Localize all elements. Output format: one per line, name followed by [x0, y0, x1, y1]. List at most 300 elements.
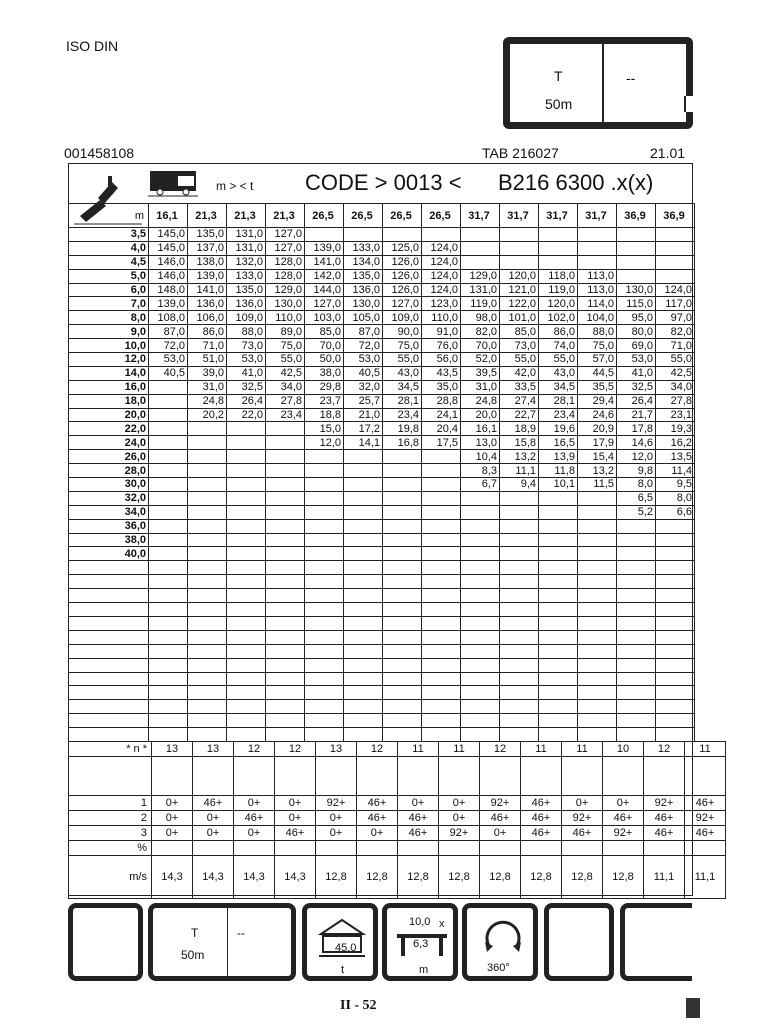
wind-speed-cell: 14,3: [275, 856, 316, 899]
radius-cell: 40,0: [69, 547, 149, 561]
table-row: [69, 380, 695, 394]
capacity-cell: 43,5: [422, 366, 461, 380]
capacity-cell: 42,5: [656, 366, 695, 380]
telescope-section-label: 1: [69, 796, 152, 811]
blank-row: [69, 658, 695, 672]
capacity-cell: 53,0: [149, 353, 188, 367]
falls-cell: 11: [562, 742, 603, 757]
blank-cell: [685, 841, 726, 856]
blank-cell: [227, 630, 266, 644]
blank-cell: [316, 757, 357, 796]
capacity-cell: [617, 241, 656, 255]
footer-t-value: 50m: [181, 948, 205, 962]
capacity-cell: [149, 547, 188, 561]
blank-cell: [275, 841, 316, 856]
blank-cell: [266, 728, 305, 742]
capacity-cell: 11,4: [656, 464, 695, 478]
table-row: [69, 478, 695, 492]
boom-length-cell: 21,3: [188, 204, 227, 228]
radius-cell: 3,5: [69, 228, 149, 242]
radius-cell: 7,0: [69, 297, 149, 311]
footer-box-empty-2: [620, 903, 692, 981]
capacity-cell: 16,8: [383, 436, 422, 450]
capacity-cell: 11,5: [578, 478, 617, 492]
blank-cell: [500, 589, 539, 603]
telescope-cell: 46+: [398, 826, 439, 841]
capacity-cell: 85,0: [305, 325, 344, 339]
capacity-cell: 87,0: [149, 325, 188, 339]
blank-cell: [578, 672, 617, 686]
capacity-cell: 55,0: [539, 353, 578, 367]
telescope-cell: 46+: [521, 796, 562, 811]
capacity-cell: [461, 505, 500, 519]
table-row: [69, 339, 695, 353]
capacity-cell: 108,0: [149, 311, 188, 325]
capacity-cell: 124,0: [422, 255, 461, 269]
footer-box-config: [148, 903, 296, 981]
capacity-cell: [305, 228, 344, 242]
blank-cell: [656, 714, 695, 728]
radius-cell: 16,0: [69, 380, 149, 394]
telescope-cell: 0+: [193, 826, 234, 841]
telescope-cell: 46+: [685, 826, 726, 841]
capacity-cell: 74,0: [539, 339, 578, 353]
telescope-cell: 0+: [316, 826, 357, 841]
blank-cell: [656, 630, 695, 644]
capacity-cell: 27,4: [500, 394, 539, 408]
revision: 21.01: [650, 145, 686, 161]
blank-cell: [227, 728, 266, 742]
boom-length-cell: 36,9: [656, 204, 695, 228]
blank-cell: [461, 714, 500, 728]
blank-row: [69, 616, 695, 630]
capacity-cell: [578, 547, 617, 561]
capacity-cell: 14,1: [344, 436, 383, 450]
capacity-cell: 144,0: [305, 283, 344, 297]
capacity-cell: [539, 241, 578, 255]
capacity-cell: 31,0: [461, 380, 500, 394]
capacity-cell: 28,8: [422, 394, 461, 408]
capacity-cell: [149, 464, 188, 478]
capacity-cell: 75,0: [266, 339, 305, 353]
capacity-cell: 16,1: [461, 422, 500, 436]
falls-cell: 10: [603, 742, 644, 757]
telescope-cell: 46+: [398, 811, 439, 826]
capacity-cell: 69,0: [617, 339, 656, 353]
capacity-cell: 31,0: [188, 380, 227, 394]
capacity-cell: [149, 491, 188, 505]
capacity-cell: 19,3: [656, 422, 695, 436]
telescope-cell: 92+: [562, 811, 603, 826]
capacity-cell: 6,7: [461, 478, 500, 492]
capacity-cell: [149, 505, 188, 519]
blank-cell: [149, 575, 188, 589]
capacity-cell: 18,9: [500, 422, 539, 436]
blank-cell: [227, 589, 266, 603]
blank-cell: [149, 644, 188, 658]
blank-row: [69, 630, 695, 644]
blank-cell: [422, 589, 461, 603]
capacity-cell: 9,5: [656, 478, 695, 492]
capacity-cell: 86,0: [188, 325, 227, 339]
blank-row: [69, 589, 695, 603]
falls-cell: 13: [152, 742, 193, 757]
page-number: II - 52: [340, 998, 377, 1013]
capacity-cell: 80,0: [617, 325, 656, 339]
capacity-cell: 86,0: [539, 325, 578, 339]
wind-speed-cell: 12,8: [603, 856, 644, 899]
capacity-cell: 29,4: [578, 394, 617, 408]
telescope-cell: 0+: [439, 796, 480, 811]
capacity-cell: 53,0: [227, 353, 266, 367]
blank-cell: [578, 686, 617, 700]
blank-cell: [461, 561, 500, 575]
tab-number: TAB 216027: [482, 145, 559, 161]
blank-cell: [305, 616, 344, 630]
blank-cell: [305, 561, 344, 575]
capacity-cell: [266, 491, 305, 505]
capacity-cell: [383, 450, 422, 464]
telescope-cell: 46+: [685, 796, 726, 811]
telescope-row: [69, 796, 726, 811]
blank-cell: [383, 589, 422, 603]
blank-cell: [266, 700, 305, 714]
capacity-cell: 10,4: [461, 450, 500, 464]
capacity-cell: [500, 241, 539, 255]
blank-cell: [69, 644, 149, 658]
outrigger-b: 6,3: [413, 938, 429, 950]
capacity-cell: 110,0: [422, 311, 461, 325]
blank-cell: [617, 561, 656, 575]
capacity-cell: [578, 533, 617, 547]
footer-t-label: T: [191, 926, 199, 940]
capacity-cell: 130,0: [344, 297, 383, 311]
blank-cell: [521, 841, 562, 856]
blank-cell: [193, 841, 234, 856]
capacity-cell: [227, 547, 266, 561]
blank-cell: [461, 672, 500, 686]
blank-cell: [521, 757, 562, 796]
blank-cell: [383, 616, 422, 630]
capacity-cell: 38,0: [305, 366, 344, 380]
capacity-cell: 13,5: [656, 450, 695, 464]
blank-cell: [656, 700, 695, 714]
capacity-cell: [539, 533, 578, 547]
capacity-cell: 124,0: [656, 283, 695, 297]
capacity-cell: 105,0: [344, 311, 383, 325]
capacity-cell: 114,0: [578, 297, 617, 311]
capacity-cell: [656, 519, 695, 533]
telescope-cell: 0+: [152, 796, 193, 811]
table-row: [69, 228, 695, 242]
capacity-cell: [188, 533, 227, 547]
table-row: [69, 394, 695, 408]
capacity-cell: 131,0: [461, 283, 500, 297]
capacity-cell: [656, 228, 695, 242]
blank-cell: [578, 630, 617, 644]
blank-cell: [656, 603, 695, 617]
capacity-cell: 13,2: [578, 464, 617, 478]
capacity-cell: 76,0: [422, 339, 461, 353]
radius-cell: 32,0: [69, 491, 149, 505]
blank-cell: [656, 686, 695, 700]
capacity-cell: [305, 533, 344, 547]
capacity-cell: 101,0: [500, 311, 539, 325]
blank-cell: [656, 728, 695, 742]
capacity-cell: 32,5: [617, 380, 656, 394]
blank-cell: [422, 672, 461, 686]
capacity-cell: [461, 547, 500, 561]
capacity-cell: [227, 519, 266, 533]
wind-speed-row: [69, 856, 726, 899]
capacity-cell: [383, 464, 422, 478]
blank-cell: [344, 672, 383, 686]
capacity-cell: [500, 491, 539, 505]
capacity-cell: 139,0: [188, 269, 227, 283]
capacity-cell: 75,0: [578, 339, 617, 353]
capacity-cell: 18,8: [305, 408, 344, 422]
blank-cell: [188, 561, 227, 575]
capacity-cell: 127,0: [266, 228, 305, 242]
capacity-cell: 135,0: [344, 269, 383, 283]
blank-cell: [266, 658, 305, 672]
capacity-cell: 24,8: [188, 394, 227, 408]
capacity-cell: 43,0: [539, 366, 578, 380]
table-row: [69, 408, 695, 422]
telescope-cell: 0+: [603, 796, 644, 811]
capacity-cell: 15,4: [578, 450, 617, 464]
table-row: [69, 269, 695, 283]
wind-speed-cell: 14,3: [193, 856, 234, 899]
capacity-cell: 35,5: [578, 380, 617, 394]
blank-cell: [617, 603, 656, 617]
blank-cell: [398, 757, 439, 796]
radius-cell: 34,0: [69, 505, 149, 519]
footer-box-slew: [462, 903, 538, 981]
blank-cell: [578, 700, 617, 714]
blank-cell: [227, 616, 266, 630]
blank-cell: [344, 700, 383, 714]
telescope-cell: 0+: [316, 811, 357, 826]
capacity-cell: [617, 547, 656, 561]
capacity-cell: 55,0: [500, 353, 539, 367]
blank-cell: [539, 686, 578, 700]
capacity-cell: [422, 478, 461, 492]
blank-cell: [266, 603, 305, 617]
footer-config-bar: [68, 903, 700, 983]
blank-cell: [383, 728, 422, 742]
capacity-cell: [305, 450, 344, 464]
capacity-cell: 20,2: [188, 408, 227, 422]
capacity-cell: [227, 533, 266, 547]
telescope-cell: 46+: [480, 811, 521, 826]
radius-cell: 8,0: [69, 311, 149, 325]
blank-cell: [266, 616, 305, 630]
telescope-cell: 46+: [603, 811, 644, 826]
blank-cell: [656, 561, 695, 575]
capacity-cell: 88,0: [578, 325, 617, 339]
blank-cell: [69, 630, 149, 644]
capacity-cell: [539, 519, 578, 533]
blank-row: [69, 561, 695, 575]
capacity-cell: 11,1: [500, 464, 539, 478]
boom-length-cell: 26,5: [422, 204, 461, 228]
capacity-cell: 17,5: [422, 436, 461, 450]
capacity-cell: 26,4: [227, 394, 266, 408]
blank-cell: [316, 841, 357, 856]
capacity-cell: 117,0: [656, 297, 695, 311]
blank-cell: [69, 728, 149, 742]
capacity-cell: [149, 436, 188, 450]
blank-cell: [422, 728, 461, 742]
capacity-cell: [149, 519, 188, 533]
blank-cell: [305, 700, 344, 714]
telescope-cell: 46+: [644, 811, 685, 826]
capacity-cell: [539, 505, 578, 519]
blank-cell: [227, 603, 266, 617]
blank-cell: [383, 630, 422, 644]
blank-row: [69, 686, 695, 700]
capacity-cell: 145,0: [149, 228, 188, 242]
capacity-cell: 42,0: [500, 366, 539, 380]
wind-speed-cell: 11,1: [685, 856, 726, 899]
capacity-cell: 138,0: [188, 255, 227, 269]
blank-cell: [422, 700, 461, 714]
blank-cell: [188, 589, 227, 603]
capacity-cell: [188, 422, 227, 436]
blank-cell: [617, 575, 656, 589]
capacity-cell: 51,0: [188, 353, 227, 367]
capacity-cell: [149, 380, 188, 394]
capacity-cell: 132,0: [227, 255, 266, 269]
blank-cell: [149, 714, 188, 728]
capacity-cell: 97,0: [656, 311, 695, 325]
blank-cell: [69, 616, 149, 630]
blank-cell: [149, 686, 188, 700]
blank-cell: [578, 714, 617, 728]
blank-cell: [188, 616, 227, 630]
blank-cell: [305, 658, 344, 672]
capacity-cell: 126,0: [383, 255, 422, 269]
capacity-cell: [266, 505, 305, 519]
telescope-cell: 0+: [398, 796, 439, 811]
capacity-cell: [227, 436, 266, 450]
capacity-cell: 34,0: [266, 380, 305, 394]
outrigger-unit: m: [419, 964, 429, 976]
capacity-cell: 53,0: [344, 353, 383, 367]
blank-cell: [383, 700, 422, 714]
config-t-value: 50m: [545, 96, 573, 112]
capacity-cell: 115,0: [617, 297, 656, 311]
blank-cell: [422, 575, 461, 589]
capacity-cell: [422, 450, 461, 464]
wind-speed-cell: 14,3: [234, 856, 275, 899]
blank-cell: [539, 672, 578, 686]
boom-length-cell: 21,3: [227, 204, 266, 228]
blank-cell: [500, 603, 539, 617]
capacity-cell: 52,0: [461, 353, 500, 367]
radius-cell: 36,0: [69, 519, 149, 533]
capacity-cell: 8,0: [617, 478, 656, 492]
capacity-cell: 130,0: [266, 297, 305, 311]
capacity-cell: 146,0: [149, 269, 188, 283]
blank-cell: [480, 757, 521, 796]
capacity-cell: 8,0: [656, 491, 695, 505]
code-label: CODE > 0013 <: [305, 170, 462, 195]
capacity-cell: 126,0: [383, 283, 422, 297]
blank-cell: [539, 603, 578, 617]
blank-cell: [305, 686, 344, 700]
boom-length-cell: 31,7: [578, 204, 617, 228]
capacity-cell: [344, 533, 383, 547]
capacity-cell: [617, 533, 656, 547]
blank-cell: [383, 686, 422, 700]
capacity-cell: 136,0: [344, 283, 383, 297]
capacity-cell: 21,7: [617, 408, 656, 422]
capacity-cell: 34,5: [539, 380, 578, 394]
capacity-cell: 44,5: [578, 366, 617, 380]
falls-cell: 12: [275, 742, 316, 757]
wind-speed-cell: 12,8: [357, 856, 398, 899]
capacity-cell: 17,9: [578, 436, 617, 450]
telescope-cell: 92+: [644, 796, 685, 811]
capacity-cell: [344, 450, 383, 464]
blank-cell: [383, 644, 422, 658]
blank-cell: [578, 644, 617, 658]
telescope-section-label: 2: [69, 811, 152, 826]
capacity-cell: 139,0: [149, 297, 188, 311]
boom-length-cell: 26,5: [305, 204, 344, 228]
blank-cell: [227, 672, 266, 686]
slew-label: 360°: [487, 962, 510, 974]
table-row: [69, 325, 695, 339]
blank-cell: [188, 575, 227, 589]
wind-speed-cell: 12,8: [562, 856, 603, 899]
capacity-cell: 21,0: [344, 408, 383, 422]
table-row: [69, 311, 695, 325]
blank-row: [69, 603, 695, 617]
slew-360-icon: [481, 916, 525, 956]
capacity-cell: [461, 533, 500, 547]
blank-cell: [480, 841, 521, 856]
capacity-cell: [422, 519, 461, 533]
blank-row: [69, 575, 695, 589]
capacity-cell: [539, 491, 578, 505]
blank-cell: [398, 841, 439, 856]
table-row: [69, 255, 695, 269]
capacity-cell: [227, 478, 266, 492]
capacity-cell: 9,4: [500, 478, 539, 492]
blank-cell: [69, 686, 149, 700]
capacity-cell: 32,0: [344, 380, 383, 394]
capacity-cell: 73,0: [500, 339, 539, 353]
capacity-cell: [656, 255, 695, 269]
capacity-cell: [305, 478, 344, 492]
capacity-cell: [266, 422, 305, 436]
footer-dash: --: [237, 926, 245, 940]
blank-cell: [344, 728, 383, 742]
table-row: [69, 241, 695, 255]
telescope-cell: 0+: [275, 796, 316, 811]
wind-speed-cell: 12,8: [521, 856, 562, 899]
capacity-cell: [578, 491, 617, 505]
capacity-cell: [188, 505, 227, 519]
table-row: [69, 505, 695, 519]
capacity-cell: [422, 533, 461, 547]
blank-cell: [305, 575, 344, 589]
blank-cell: [656, 672, 695, 686]
config-box-divider: [602, 44, 604, 122]
